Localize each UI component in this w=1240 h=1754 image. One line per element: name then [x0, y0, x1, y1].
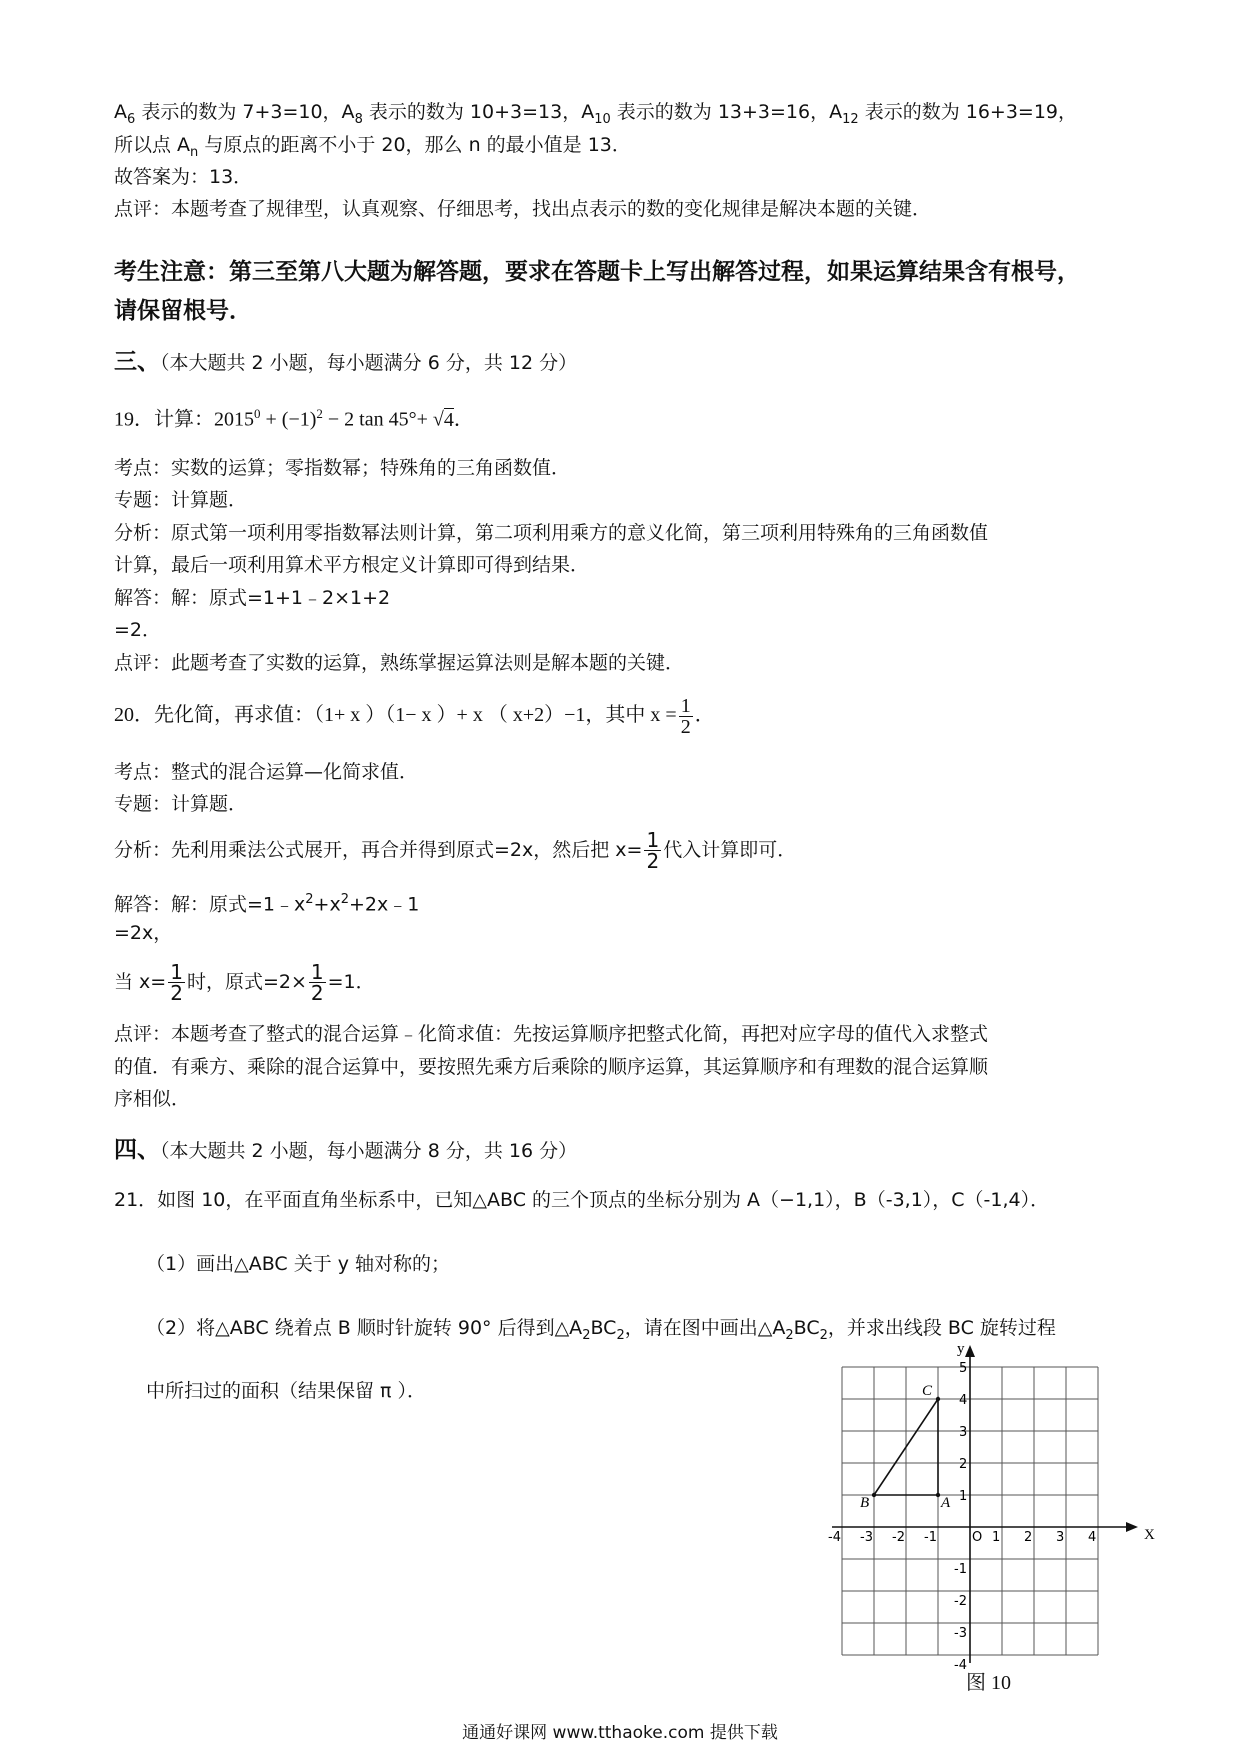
- y-tick-label: -3: [954, 1626, 967, 1641]
- text-line: 分析：原式第一项利用零指数幂法则计算，第二项利用乘方的意义化简，第三项利用特殊角的三角函数值: [114, 522, 989, 544]
- question-21-part-2-cont: 中所扫过的面积（结果保留 π ）．: [146, 1380, 427, 1402]
- fraction: $\frac{1}{2}$: [310, 960, 324, 1005]
- text-line: 考点：实数的运算；零指数幂；特殊角的三角函数值．: [114, 457, 571, 479]
- question-20: 20．先化简，再求值：（1+ x ）（1− x ）+ x （ x+2）−1，其中 x = $\frac{1}{2}$ ．: [114, 695, 715, 738]
- question-21-part-2: （2）将△ABC 绕着点 B 顺时针旋转 90° 后得到$\triangle A_2BC_2$，请在图中画出$\triangle A_2BC_2$，并求出线段 BC 旋转过程: [146, 1317, 1056, 1343]
- x-axis-label: X: [1144, 1527, 1155, 1543]
- text-line: =2x，: [114, 922, 173, 944]
- y-tick-label: 5: [959, 1361, 968, 1376]
- text-line: 专题：计算题．: [114, 793, 248, 815]
- y-tick-label: -1: [954, 1562, 967, 1577]
- question-19: 19．计算：$2015^0 + (-1)^2 - 2$ tan 45°+ √4．: [114, 406, 474, 431]
- x-tick-label: -2: [892, 1530, 905, 1545]
- figure-caption: 图 10: [966, 1672, 1011, 1694]
- y-tick-label: -2: [954, 1594, 967, 1609]
- vertex-label: C: [922, 1383, 933, 1399]
- x-axis-arrow-icon: [1126, 1522, 1138, 1532]
- vertex-label: A: [941, 1495, 951, 1511]
- section-heading: 三、（本大题共 2 小题，每小题满分 6 分，共 12 分）: [114, 349, 578, 375]
- vertex-point: [936, 1397, 940, 1401]
- text-line: 点评：本题考查了规律型，认真观察、仔细思考，找出点表示的数的变化规律是解决本题的关键．: [114, 198, 932, 220]
- text-line: 的值．有乘方、乘除的混合运算中，要按照先乘方后乘除的顺序运算，其运算顺序和有理数的混合运算顺: [114, 1056, 989, 1078]
- text-line: 解答：解：原式$=1﹣x^2+x^2+2x﹣1$: [114, 892, 420, 916]
- fraction: $\frac{1}{2}$: [680, 695, 691, 738]
- fraction: $\frac{1}{2}$: [170, 960, 183, 1005]
- vertex-label: B: [860, 1495, 870, 1511]
- axes: [832, 1341, 1155, 1663]
- text-line: $A_6$ 表示的数为 7+3=10，$A_8$ 表示的数为 10+3=13，$A_{10}$ 表示的数为 13+3=16，$A_{12}$ 表示的数为 16+3=19，: [114, 101, 1078, 127]
- text-line: 分析：先利用乘法公式展开，再合并得到原式=2x，然后把 x= $\frac{1}{2}$ 代入计算即可．: [114, 828, 797, 873]
- x-tick-label: -1: [924, 1530, 937, 1545]
- x-tick-label: 2: [1024, 1530, 1033, 1545]
- text-line: 点评：本题考查了整式的混合运算﹣化简求值：先按运算顺序把整式化简，再把对应字母的值代入求整式: [114, 1023, 989, 1045]
- y-tick-label: 3: [959, 1425, 968, 1440]
- coordinate-grid-figure: [828, 1340, 1170, 1673]
- y-tick-label: 1: [959, 1489, 968, 1504]
- text-line: 解答：解：原式=1+1﹣2×1+2: [114, 587, 391, 609]
- vertex-point: [872, 1493, 876, 1497]
- y-tick-label: -4: [954, 1658, 967, 1673]
- text-line: 序相似．: [114, 1088, 191, 1110]
- y-tick-label: 2: [959, 1457, 968, 1472]
- x-tick-label: -4: [828, 1530, 841, 1545]
- text-line: 故答案为：13．: [114, 166, 253, 188]
- x-tick-label: 1: [992, 1530, 1001, 1545]
- text-line: 计算，最后一项利用算术平方根定义计算即可得到结果．: [114, 554, 590, 576]
- x-tick-label: 4: [1088, 1530, 1097, 1545]
- vertex-point: [936, 1493, 940, 1497]
- tick-labels: [828, 1361, 1096, 1673]
- fraction: $\frac{1}{2}$: [646, 828, 660, 873]
- text-line: 专题：计算题．: [114, 489, 248, 511]
- text-line: 考点：整式的混合运算—化简求值．: [114, 761, 419, 783]
- origin-label: O: [972, 1530, 983, 1545]
- question-21-part-1: （1）画出△ABC 关于 y 轴对称的；: [146, 1253, 451, 1275]
- section-heading: 四、（本大题共 2 小题，每小题满分 8 分，共 16 分）: [114, 1137, 578, 1163]
- question-21: 21．如图 10，在平面直角坐标系中，已知△ABC 的三个顶点的坐标分别为 A（−1,1），B（-3,1），C（-1,4）．: [114, 1189, 1050, 1211]
- y-tick-label: 4: [959, 1393, 968, 1408]
- sqrt-symbol: √: [432, 408, 444, 431]
- x-tick-label: 3: [1056, 1530, 1065, 1545]
- notice-line: 请保留根号．: [114, 298, 252, 324]
- y-axis-label: y: [957, 1341, 965, 1357]
- footer: 通通好课网 www.tthaoke.com 提供下载: [462, 1723, 778, 1743]
- text-line: 点评：此题考查了实数的运算，熟练掌握运算法则是解本题的关键．: [114, 652, 685, 674]
- x-tick-label: -3: [860, 1530, 873, 1545]
- text-line: 所以点 $A_n$ 与原点的距离不小于 20，那么 n 的最小值是 13．: [114, 134, 631, 160]
- text-line: 当 x= $\frac{1}{2}$ 时，原式=2× $\frac{1}{2}$ =1．: [114, 960, 375, 1005]
- notice-line: 考生注意：第三至第八大题为解答题，要求在答题卡上写出解答过程，如果运算结果含有根号，: [114, 259, 1080, 285]
- y-axis-arrow-icon: [965, 1345, 975, 1357]
- text-line: =2．: [114, 619, 162, 641]
